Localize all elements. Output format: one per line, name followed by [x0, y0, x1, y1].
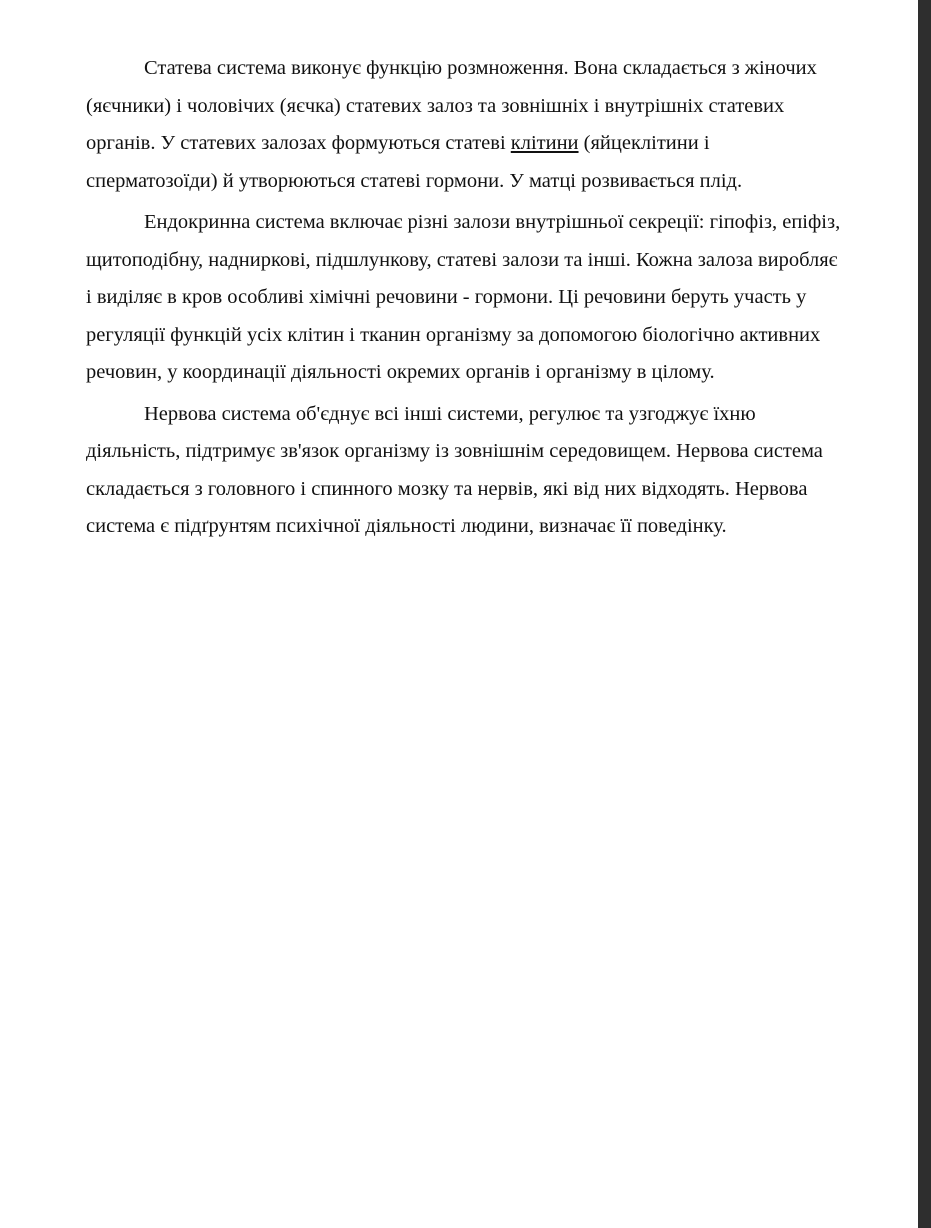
paragraph-1-text-end: (яйцеклітини і сперматозоїди) й утворюються статеві гормони. У матці розвивається плід. — [86, 132, 743, 192]
paragraph-endocrine-system: Ендокринна система включає різні залози внутрішньої секреції: гіпофіз, епіфіз, щитоподібну, надниркові, підшлункову, статеві залози та інші. Кожна залоза виробляє і виділяє в кров особливі хімічні речовини - гормони. Ці речовини беруть участь у регуляції функцій усіх клітин і тканин організму за допомогою біологічно активних речовин, у координації діяльності окремих органів і організму в цілому. — [86, 211, 841, 383]
document-body — [86, 50, 844, 550]
cells-link[interactable]: клітини — [510, 132, 579, 154]
scrollbar-track[interactable] — [918, 0, 931, 1228]
paragraph-reproductive-system — [86, 50, 844, 200]
paragraph-nervous-system: Нервова система об'єднує всі інші системи, регулює та узгоджує їхню діяльність, підтримує зв'язок організму із зовнішнім середовищем. Нервова система складається з головного і спинного мозку та нервів, які від них відходять. Нервова система є підґрунтям психічної діяльності людини, визначає її поведінку. — [86, 402, 823, 537]
paragraph-1-text-start: Статева система виконує функцію розмноження. Вона складається з жіночих (яєчники) і чоловічих (яєчка) статевих залоз та зовнішніх і внутрішніх статевих органів. У статевих залозах формуються статеві — [86, 57, 817, 154]
